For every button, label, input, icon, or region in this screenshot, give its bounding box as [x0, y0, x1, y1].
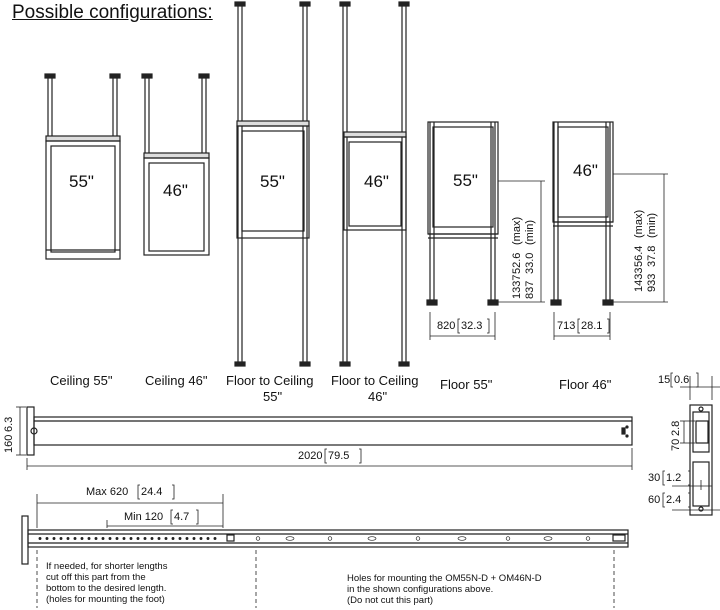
ceiling-46-stand: [142, 74, 209, 255]
page-title: Possible configurations:: [12, 2, 213, 23]
pole-side-view: [27, 407, 632, 455]
pole-hole: [130, 537, 132, 539]
mounting-hole: [544, 537, 552, 541]
floor-46-size: 46": [573, 161, 598, 180]
pole-hole: [151, 537, 153, 539]
floor-46-width-mm: 713: [557, 320, 576, 332]
cut-note: If needed, for shorter lengths cut off this part from the bottom to the desired length. (holes for mounting the foot): [46, 561, 168, 605]
profile-c-in: 1.2: [666, 472, 682, 484]
pole-hole: [193, 537, 195, 539]
floor-55-max-label: (max): [511, 216, 523, 245]
pole-holes-view: [22, 516, 628, 564]
floor-55-stand: [427, 122, 498, 305]
mounting-hole: [586, 537, 590, 541]
floor-46-height-max: 1433: [633, 267, 645, 292]
caption-floor-ceiling-55-line2: 55": [263, 389, 283, 404]
pole-width-in: 6.3: [3, 416, 15, 432]
floor-46-height-max-in: 56.4: [633, 245, 645, 267]
ceiling-46-size: 46": [163, 181, 188, 200]
pole-hole: [165, 537, 167, 539]
pole-hole: [116, 537, 118, 539]
pole-hole: [60, 537, 62, 539]
floor-46-height-labels: [633, 184, 661, 294]
caption-floor-ceiling-55-line1: Floor to Ceiling: [226, 373, 314, 388]
pole-hole: [186, 537, 188, 539]
ceiling-55-stand: [45, 74, 120, 259]
floor-55-height-min-in: 33.0: [524, 252, 536, 274]
floor-46-height-min-in: 37.8: [646, 245, 658, 267]
caption-floor-ceiling-46-line1: Floor to Ceiling: [331, 373, 419, 388]
floor-55-height-max-in: 52.6: [511, 252, 523, 274]
pole-width-labels: [3, 409, 17, 453]
pole-hole: [200, 537, 202, 539]
pole-hole: [81, 537, 83, 539]
profile-a-in: 0.6: [674, 374, 690, 386]
profile-d-in: 2.4: [666, 494, 682, 506]
mounting-hole: [286, 537, 294, 541]
floor-55-min-label: (min): [524, 219, 536, 245]
pole-hole: [172, 537, 174, 539]
floor-55-size: 55": [453, 171, 478, 190]
pole-hole: [123, 537, 125, 539]
pole-hole: [67, 537, 69, 539]
pole-hole: [102, 537, 104, 539]
caption-ceiling-55: Ceiling 55": [50, 373, 113, 388]
pole-hole: [46, 537, 48, 539]
pole-hole: [109, 537, 111, 539]
floor-55-height-labels: [511, 191, 539, 301]
pole-hole: [207, 537, 209, 539]
pole-hole: [158, 537, 160, 539]
pole-hole: [179, 537, 181, 539]
floor-55-height-min: 837: [524, 280, 536, 299]
mounting-hole: [368, 537, 376, 541]
pole-hole: [39, 537, 41, 539]
floor-46-height-min: 933: [646, 273, 658, 292]
floor-55-width-in: 32.3: [461, 320, 483, 332]
max-cut-in: 24.4: [141, 486, 163, 498]
mounting-hole: [416, 537, 420, 541]
caption-ceiling-46: Ceiling 46": [145, 373, 208, 388]
holes-note: Holes for mounting the OM55N-D + OM46N-D in the shown configurations above. (Do not cut this part): [347, 573, 542, 606]
caption-floor-ceiling-46-line2: 46": [368, 389, 388, 404]
profile-d-mm: 60: [648, 494, 661, 506]
profile-b-mm: 70: [670, 438, 682, 451]
profile-c-mm: 30: [648, 472, 661, 484]
pole-length-mm: 2020: [298, 450, 323, 462]
max-cut-mm: Max 620: [86, 486, 129, 498]
floor-55-height-max: 1337: [511, 274, 523, 299]
floor-46-width-in: 28.1: [581, 320, 603, 332]
floor-46-max-label: (max): [633, 209, 645, 238]
floor-46-stand: [551, 122, 613, 305]
pole-length-in: 79.5: [328, 450, 350, 462]
floor-ceiling-46-size: 46": [364, 172, 389, 191]
pole-hole: [214, 537, 216, 539]
mounting-hole: [506, 537, 510, 541]
pole-hole: [95, 537, 97, 539]
pole-profile-section: [690, 405, 712, 515]
mounting-hole: [328, 537, 332, 541]
pole-hole: [137, 537, 139, 539]
caption-floor-46: Floor 46": [559, 377, 612, 392]
pole-holes: [39, 537, 590, 541]
pole-width-mm: 160: [3, 434, 15, 453]
profile-a-mm: 15: [658, 374, 671, 386]
floor-ceiling-55-size: 55": [260, 172, 285, 191]
ceiling-55-size: 55": [69, 172, 94, 191]
pole-hole: [144, 537, 146, 539]
caption-floor-55: Floor 55": [440, 377, 493, 392]
profile-b-in: 2.8: [670, 420, 682, 436]
min-cut-mm: Min 120: [124, 511, 164, 523]
min-cut-in: 4.7: [174, 511, 190, 523]
floor-46-min-label: (min): [646, 212, 658, 238]
pole-hole: [88, 537, 90, 539]
mounting-hole: [458, 537, 466, 541]
pole-hole: [74, 537, 76, 539]
mounting-hole: [256, 537, 260, 541]
floor-55-width-mm: 820: [437, 320, 456, 332]
pole-hole: [53, 537, 55, 539]
profile-b-labels: [670, 413, 684, 451]
